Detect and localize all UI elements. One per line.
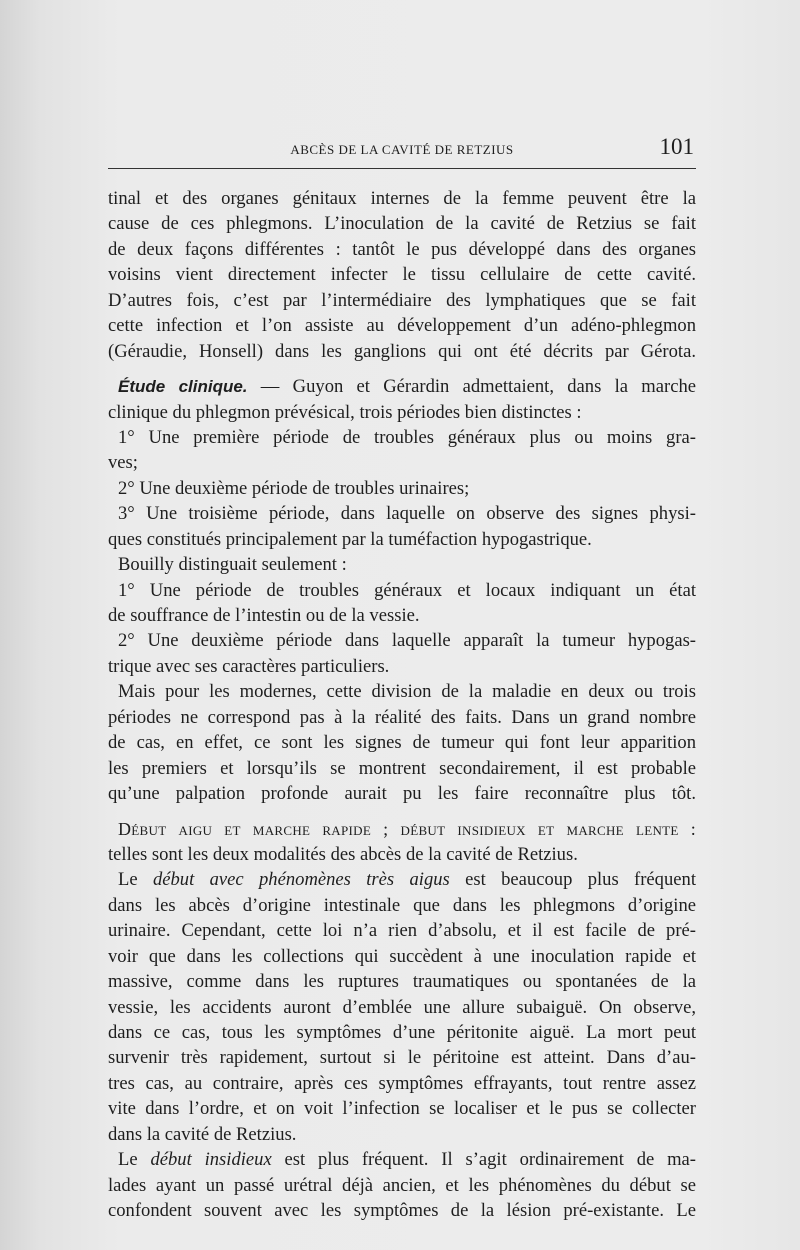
text-segment: urinaire. Cependant, cette loi n’a rien d’absolu, et il est facile de pré- [108,920,696,942]
text-segment: Le [118,869,153,891]
text-line [108,1020,696,1045]
text-line [108,374,696,399]
text-line [108,628,696,653]
text-segment: cette infection et l’on assiste au développement d’un adéno-phlegmon [108,315,696,337]
text-line [108,756,696,781]
text-segment: Mais pour les modernes, cette division de la maladie en deux ou trois [118,681,696,703]
text-segment: tinal et des organes génitaux internes de la femme peuvent être la [108,188,696,209]
text-segment: Le [118,1149,151,1171]
text-segment: clinique du phlegmon prévésical, trois périodes bien distinctes : [108,401,582,423]
text-segment: — Guyon et Gérardin admettaient, dans la marche [247,376,696,398]
text-segment: qu’une palpation profonde aurait pu les faire reconnaître plus tôt. [108,783,696,805]
text-line [108,313,696,338]
text-line [108,1071,696,1096]
emphasis-text: début avec phénomènes très aigus [152,869,450,891]
text-segment: Bouilly distinguait seulement : [118,554,347,576]
text-segment: dans les abcès d’origine intestinale que dans les phlegmons d’origine [108,894,696,916]
text-line [108,527,696,552]
text-line [108,1045,696,1070]
text-segment: de deux façons différentes : tantôt le pus développé dans des organes [108,238,696,260]
text-line [108,918,696,943]
header-rule [108,168,696,169]
text-line [108,995,696,1020]
text-line [108,552,696,577]
text-segment: dans la cavité de Retzius. [108,1123,297,1145]
text-line [108,211,696,236]
text-line [108,339,696,364]
text-segment: ques constitués principalement par la tuméfaction hypogastrique. [108,528,592,550]
text-segment: D’autres fois, c’est par l’intermédiaire des lymphatiques que se fait [108,289,696,311]
text-segment: vite dans l’ordre, et on voit l’infection se localiser et le pus se collecter [108,1098,696,1120]
text-segment: de souffrance de l’intestin ou de la vessie. [108,605,420,626]
text-line [108,603,696,628]
text-segment: (Géraudie, Honsell) dans les ganglions qui ont été décrits par Gérota. [108,340,696,362]
text-line [108,1147,696,1172]
text-line [108,501,696,526]
small-caps-heading: Début aigu et marche rapide ; début insidieux et marche lente : [118,818,696,839]
text-line [108,1096,696,1121]
text-line [108,893,696,918]
text-line [108,288,696,313]
text-line [108,262,696,287]
text-segment: périodes ne correspond pas à la réalité des faits. Dans un grand nombre [108,706,696,728]
text-line [108,730,696,755]
text-segment: telles sont les deux modalités des abcès de la cavité de Retzius. [108,843,578,865]
text-segment: est beaucoup plus fréquent [449,869,696,891]
text-line [108,969,696,994]
running-title: ABCÈS DE LA CAVITÉ DE RETZIUS [290,142,514,157]
text-segment: 2° Une deuxième période de troubles urinaires; [118,477,470,499]
text-segment: dans ce cas, tous les symptômes d’une péritonite aiguë. La mort peut [108,1022,696,1043]
emphasis-text: début insidieux [150,1149,272,1171]
text-segment: de cas, en effet, ce sont les signes de tumeur qui font leur apparition [108,732,696,754]
text-segment: voisins vient directement infecter le tissu cellulaire de cette cavité. [108,264,696,286]
text-segment: ves; [108,452,138,474]
text-segment: massive, comme dans les ruptures traumatiques ou spontanées de la [108,971,696,993]
section-heading: Étude clinique. [118,377,248,397]
text-line [108,1198,696,1223]
text-line [108,867,696,892]
text-line [108,450,696,475]
text-segment: est plus fréquent. Il s’agit ordinairement de ma- [271,1149,696,1171]
text-segment: lades ayant un passé urétral déjà ancien, et les phénomènes du début se [108,1174,696,1196]
text-segment: les premiers et lorsqu’ils se montrent secondairement, il est probable [108,757,696,779]
text-segment: 1° Une période de troubles généraux et locaux indiquant un état [118,579,696,601]
text-line [108,842,696,867]
text-segment: tres cas, au contraire, après ces symptômes effrayants, tout rentre assez [108,1072,696,1094]
text-line [108,578,696,603]
text-line [108,1122,696,1147]
text-segment: 2° Une deuxième période dans laquelle apparaît la tumeur hypogas- [118,630,696,652]
text-line [108,237,696,262]
text-line [108,679,696,704]
text-line [108,781,696,806]
text-line [108,186,696,211]
text-line [108,654,696,679]
text-line [108,817,696,842]
text-line [108,476,696,501]
text-segment: 3° Une troisième période, dans laquelle on observe des signes physi- [118,503,696,525]
body-text [108,186,696,1224]
text-line [108,705,696,730]
text-segment: cause de ces phlegmons. L’inoculation de la cavité de Retzius se fait [108,213,696,235]
text-segment: vessie, les accidents auront d’emblée une allure subaiguë. On observe, [108,996,696,1018]
text-segment: voir que dans les collections qui succèdent à une inoculation rapide et [108,945,696,967]
text-segment: trique avec ses caractères particuliers. [108,655,390,677]
text-segment: 1° Une première période de troubles généraux plus ou moins gra- [118,426,696,448]
text-segment: survenir très rapidement, surtout si le péritoine est atteint. Dans d’au- [108,1047,696,1069]
text-line [108,944,696,969]
text-line [108,1173,696,1198]
running-header [108,136,696,166]
text-line [108,425,696,450]
text-segment: confondent souvent avec les symptômes de la lésion pré-existante. Le [108,1200,696,1222]
text-line [108,400,696,425]
page-number: 101 [659,134,694,159]
